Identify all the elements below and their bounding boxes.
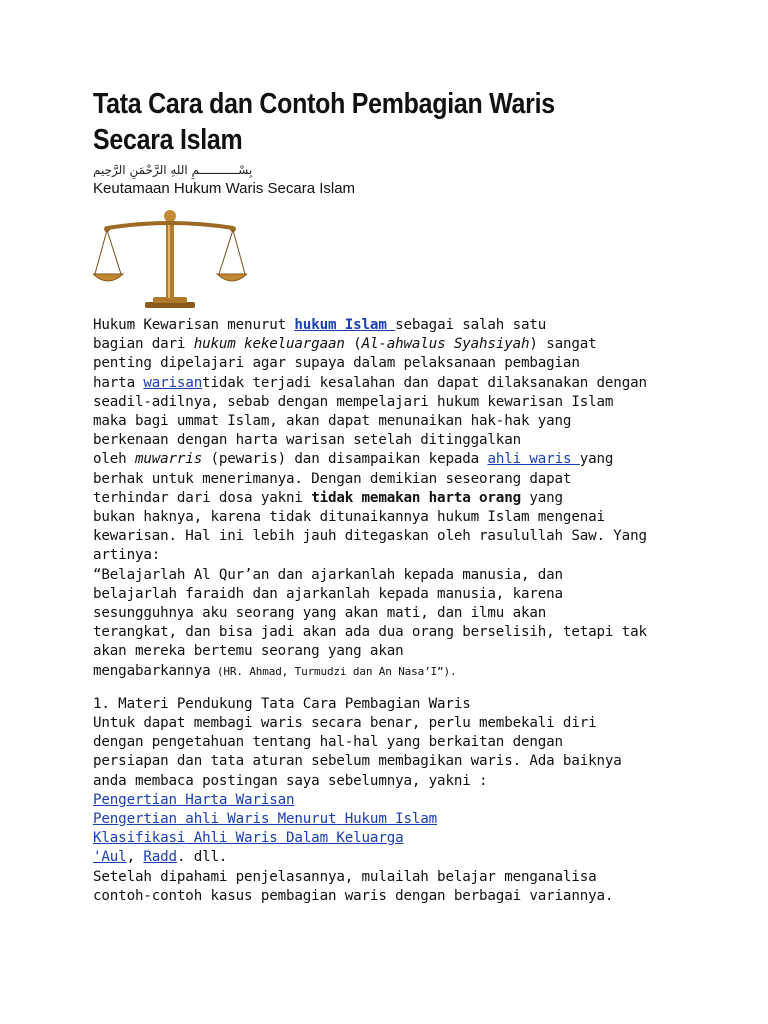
text-line: Setelah dipahami penjelasannya, mulailah belajar menganalisa (93, 868, 597, 885)
text-span: Hukum Kewarisan menurut (93, 317, 295, 333)
title-line-1: Tata Cara dan Contoh Pembagian Waris (93, 88, 555, 120)
text-span: , (126, 849, 144, 866)
italic-term: muwarris (134, 451, 203, 468)
text-line: anda membaca postingan saya sebelumnya, yakni : (93, 772, 488, 789)
link-line (93, 810, 693, 829)
text-span: mengabarkannya (93, 662, 211, 679)
article (93, 86, 693, 906)
balance-scale-icon (93, 202, 247, 312)
text-line: akan mereka bertemu seorang yang akan (93, 643, 404, 660)
text-span: . dll. (176, 849, 228, 866)
link-pengertian-harta-warisan[interactable]: Pengertian Harta Warisan (93, 791, 295, 808)
text-line: terangkat, dan bisa jadi akan ada dua orang berselisih, tetapi tak (93, 624, 647, 641)
link-pengertian-ahli-waris[interactable]: Pengertian ahli Waris Menurut Hukum Islam (93, 811, 438, 828)
text-line: sesungguhnya aku seorang yang akan mati, dan ilmu akan (93, 605, 547, 622)
text-line: kewarisan. Hal ini lebih jauh ditegaskan oleh rasulullah Saw. Yang (93, 528, 647, 545)
link-line (93, 791, 693, 810)
link-klasifikasi-ahli-waris[interactable]: Klasifikasi Ahli Waris Dalam Keluarga (93, 830, 404, 847)
text-line: maka bagi ummat Islam, akan dapat menunaikan hak-hak yang (93, 413, 572, 430)
text-line (93, 662, 693, 681)
text-line (93, 374, 693, 393)
text-line (93, 450, 693, 469)
paragraph-intro (93, 316, 693, 681)
text-line: berkenaan dengan harta warisan setelah ditinggalkan (93, 432, 521, 449)
text-span: terhindar dari dosa yakni (93, 489, 312, 506)
link-line (93, 848, 693, 867)
text-line (93, 489, 693, 508)
text-span: ) sangat (529, 336, 597, 353)
text-span: bagian dari (93, 336, 194, 353)
text-span: harta (93, 374, 144, 391)
text-span: yang (520, 489, 563, 506)
text-line: “Belajarlah Al Qur’an dan ajarkanlah kepada manusia, dan (93, 566, 563, 583)
text-line: belajarlah faraidh dan ajarkanlah kepada manusia, karena (93, 585, 563, 602)
title-line-2: Secara Islam (93, 124, 243, 156)
link-aul[interactable]: 'Aul (93, 849, 127, 866)
link-hukum-islam[interactable]: hukum Islam (294, 317, 396, 333)
text-line: contoh-contoh kasus pembagian waris dengan berbagai variannya. (93, 887, 614, 904)
section-body (93, 695, 693, 906)
text-span: sebagai salah satu (395, 317, 547, 333)
text-line: berhak untuk menerimanya. Dengan demikian seseorang dapat (93, 470, 572, 487)
text-line: penting dipelajari agar supaya dalam pelaksanaan pembagian (93, 355, 580, 372)
bold-phrase: tidak memakan harta orang (311, 489, 521, 506)
section-heading: 1. Materi Pendukung Tata Cara Pembagian Waris (93, 695, 471, 712)
italic-term: Al-ahwalus Syahsiyah (361, 336, 530, 353)
text-span: oleh (93, 451, 135, 468)
section-materi-pendukung (93, 695, 693, 906)
text-line (93, 335, 693, 354)
link-radd[interactable]: Radd (143, 849, 177, 866)
section-subheading: Keutamaan Hukum Waris Secara Islam (93, 180, 356, 197)
page-title (93, 86, 686, 158)
text-line: dengan pengetahuan tentang hal-hal yang berkaitan dengan (93, 734, 563, 751)
text-line: seadil-adilnya, sebab dengan mempelajari hukum kewarisan Islam (93, 393, 614, 410)
italic-term: hukum kekeluargaan (193, 336, 345, 353)
text-span: ( (344, 336, 362, 353)
bismillah: بِسْـــــــــــمِ اللهِ الرَّحْمَنِ الرَّحِيم (93, 163, 253, 177)
text-line: artinya: (93, 547, 161, 564)
text-span: (pewaris) dan disampaikan kepada (202, 451, 488, 468)
text-line: bukan haknya, karena tidak ditunaikannya hukum Islam mengenai (93, 509, 605, 526)
link-line (93, 829, 693, 848)
text-line: persiapan dan tata aturan sebelum membagikan waris. Ada baiknya (93, 753, 622, 770)
link-ahli-waris[interactable]: ahli waris (487, 451, 580, 468)
text-line (93, 316, 693, 335)
text-line: Untuk dapat membagi waris secara benar, perlu membekali diri (93, 715, 597, 732)
link-warisan[interactable]: warisan (143, 374, 203, 391)
text-span: yang (579, 451, 614, 468)
text-span: tidak terjadi kesalahan dan dapat dilaksanakan dengan (202, 374, 647, 391)
hadith-citation: (HR. Ahmad, Turmudzi dan An Nasa’I”). (210, 664, 457, 678)
